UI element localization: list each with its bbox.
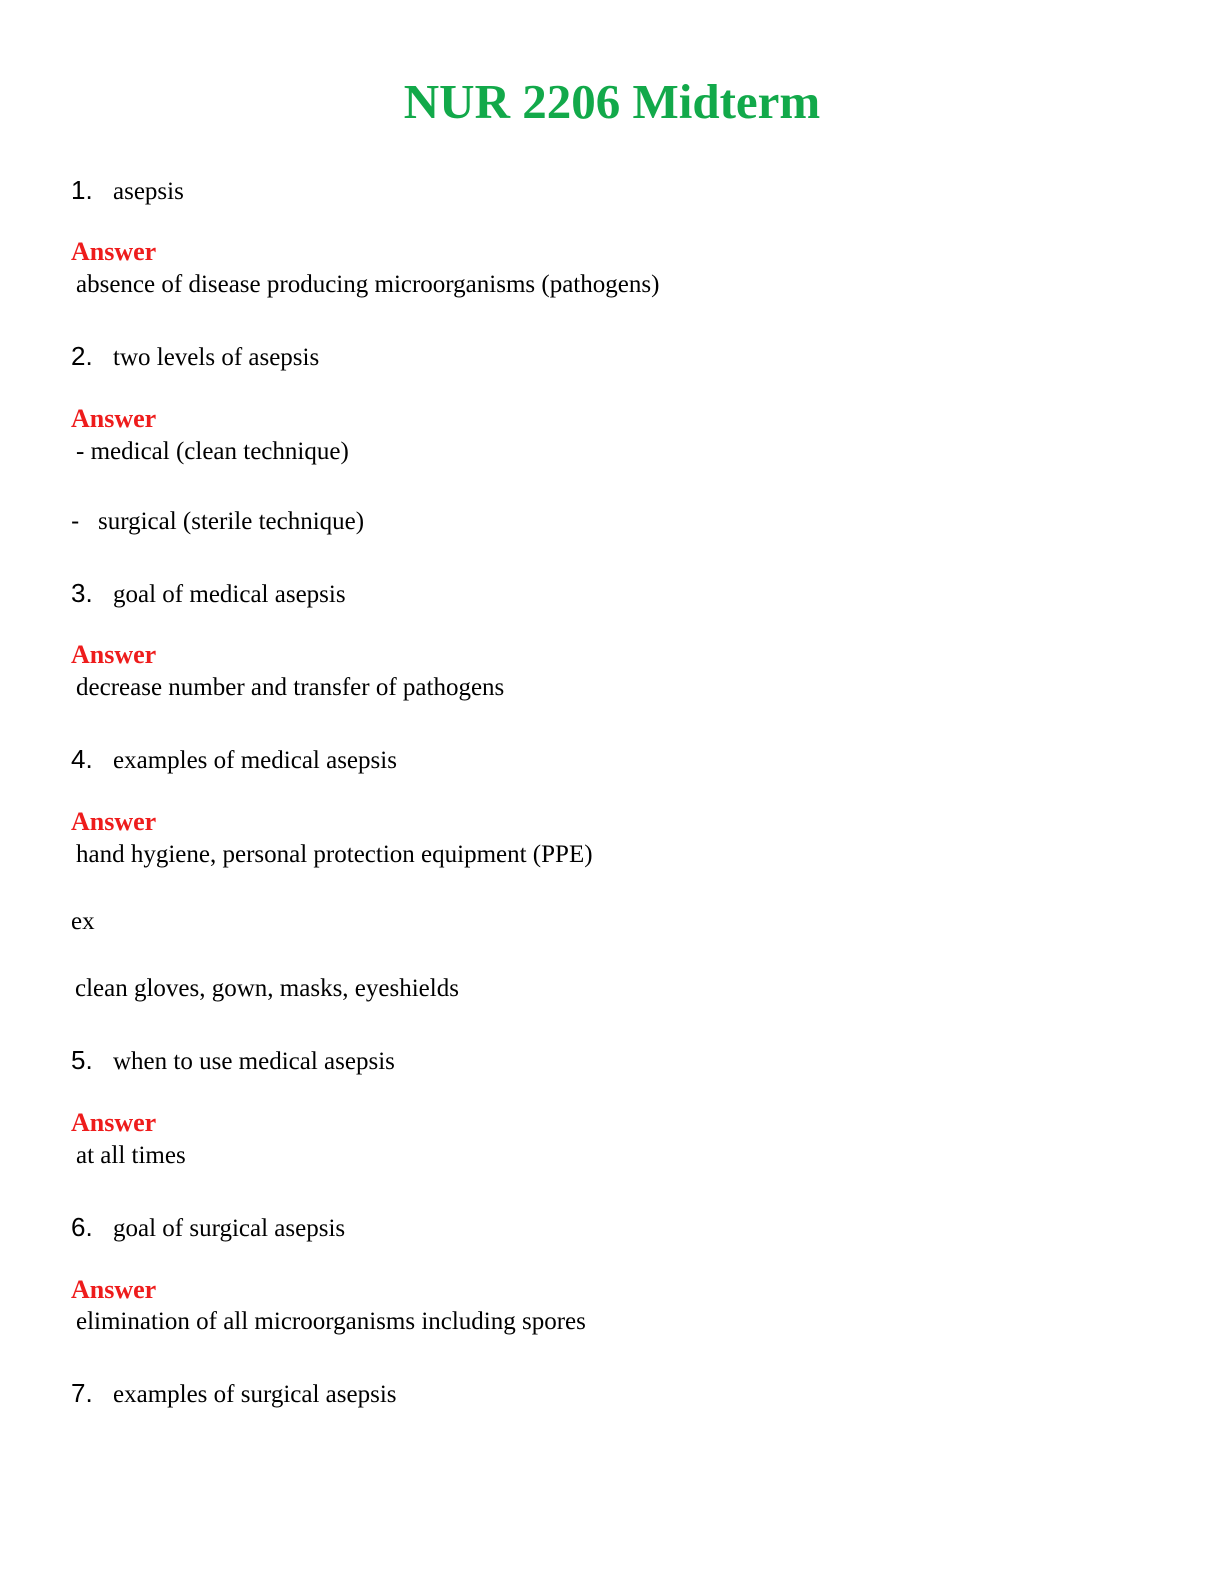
question-5: [71, 1044, 395, 1078]
question-number: 1.: [71, 175, 93, 205]
question-4: [71, 743, 397, 777]
answer-extra-line: clean gloves, gown, masks, eyeshields: [75, 975, 459, 1002]
question-number: 2.: [71, 341, 93, 371]
question-number: 7.: [71, 1378, 93, 1408]
question-text: two levels of asepsis: [113, 344, 320, 371]
answer-text: elimination of all microorganisms including spores: [76, 1308, 586, 1335]
question-1: [71, 174, 184, 208]
question-number: 3.: [71, 578, 93, 608]
question-text: examples of surgical asepsis: [113, 1381, 397, 1408]
document-title: NUR 2206 Midterm: [403, 74, 821, 129]
question-text: asepsis: [113, 178, 184, 205]
answer-bullet-text: surgical (sterile technique): [98, 508, 365, 535]
answer-label: Answer: [71, 807, 157, 836]
question-7: [71, 1377, 397, 1411]
answer-bullet-line: [71, 505, 364, 538]
answer-text: hand hygiene, personal protection equipment (PPE): [76, 841, 593, 868]
question-text: goal of medical asepsis: [113, 581, 346, 608]
question-number: 4.: [71, 744, 93, 774]
answer-extra-line: ex: [71, 908, 95, 935]
question-text: goal of surgical asepsis: [113, 1215, 346, 1242]
question-2: [71, 340, 319, 374]
answer-text: decrease number and transfer of pathogens: [76, 674, 505, 701]
answer-label: Answer: [71, 640, 157, 669]
bullet-dash: -: [71, 507, 80, 535]
question-number: 5.: [71, 1045, 93, 1075]
answer-text: absence of disease producing microorganisms (pathogens): [76, 271, 660, 298]
question-3: [71, 577, 346, 611]
question-number: 6.: [71, 1212, 93, 1242]
answer-text: - medical (clean technique): [76, 438, 349, 465]
answer-label: Answer: [71, 237, 157, 266]
question-text: examples of medical asepsis: [113, 747, 397, 774]
question-6: [71, 1211, 345, 1245]
question-text: when to use medical asepsis: [113, 1048, 395, 1075]
answer-text: at all times: [76, 1142, 186, 1169]
answer-label: Answer: [71, 1275, 157, 1304]
answer-label: Answer: [71, 404, 157, 433]
answer-label: Answer: [71, 1108, 157, 1137]
